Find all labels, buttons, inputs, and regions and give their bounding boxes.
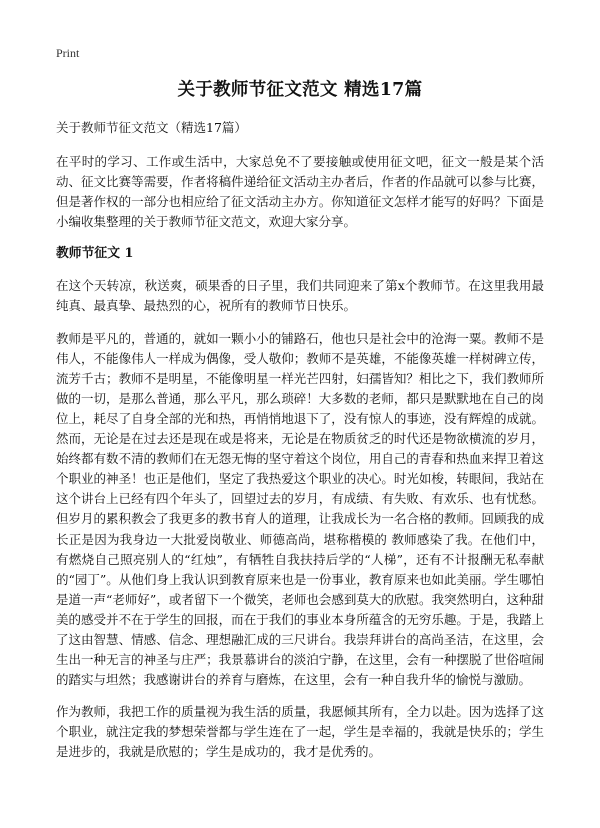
body-paragraph-2: 教师是平凡的，普通的，就如一颗小小的铺路石，他也只是社会中的沧海一粟。教师不是伟人，不能像伟人一样成为偶像，受人敬仰；教师不是英雄，不能像英雄一样树碑立传，流芳千古；教师不是明星，不能像明星一样光芒四射，妇孺皆知？相比之下，我们教师所做的一切，是那么普通，那么平凡，那么琐碎！大多数的老师，都只是默默地在自己的岗位上，耗尽了自身全部的光和热，再悄悄地退下了，没有惊人的事迹，没有辉煌的成就。然而，无论是在过去还是现在或是将来，无论是在物质贫乏的时代还是物欲横流的岁月，始终都有数不清的教师们在无怨无悔的坚守着这个岗位，用自己的青春和热血来捍卫着这个职业的神圣！也正是他们，坚定了我热爱这个职业的决心。时光如梭，转眼间，我站在这个讲台上已经有四个年头了，回望过去的岁月，有成绩、有失败、有欢乐、也有忧愁。但岁月的累积教会了我更多的教书育人的道理，让我成长为一名合格的教师。回顾我的成长正是因为我身边一大批爱岗敬业、师德高尚，堪称楷模的 教师感染了我。在他们中，有燃烧自己照亮别人的“红烛”，有牺牲自我扶持后学的“人梯”，还有不计报酬无私奉献的“园丁”。从他们身上我认识到教育原来也是一份事业，教育原来也如此美丽。学生哪怕是道一声“老师好”，或者留下一个微笑，老师也会感到莫大的欣慰。我突然明白，这种甜美的感受并不在于学生的回报，而在于我们的事业本身所蕴含的无穷乐趣。于是，我踏上了这由智慧、情感、信念、理想融汇成的三尺讲台。我崇拜讲台的高尚圣洁，在这里，会生出一种无言的神圣与庄严；我景慕讲台的淡泊宁静，在这里，会有一种摆脱了世俗喧闹的踏实与坦然；我感谢讲台的养育与磨炼，在这里，会有一种自我升华的愉悦与激励。 bbox=[56, 330, 544, 688]
section-heading: 教师节征文 1 bbox=[56, 246, 134, 262]
body-paragraph-1: 在这个天转凉，秋送爽，硕果香的日子里，我们共同迎来了第x个教师节。在这里我用最纯真、最真挚、最热烈的心，祝所有的教师节日快乐。 bbox=[56, 278, 544, 314]
document-body bbox=[56, 118, 544, 775]
body-paragraph-3: 作为教师，我把工作的质量视为我生活的质量，我愿倾其所有，全力以赴。因为选择了这个职业，就注定我的梦想荣誉都与学生连在了一起，学生是幸福的，我就是快乐的；学生是进步的，我就是欣慰的；学生是成功的，我才是优秀的。 bbox=[56, 704, 544, 760]
print-label: Print bbox=[56, 46, 80, 60]
document-title: 关于教师节征文范文 精选17篇 bbox=[177, 80, 423, 100]
intro-paragraph: 在平时的学习、工作或生活中，大家总免不了要接触或使用征文吧，征文一般是某个活动、征文比赛等需要，作者将稿件递给征文活动主办者后，作者的作品就可以参与比赛，但是著作权的一部分也相应给了征文活动主办方。你知道征文怎样才能写的好吗？下面是小编收集整理的关于教师节征文范文，欢迎大家分享。 bbox=[56, 154, 544, 230]
document-subtitle: 关于教师节征文范文（精选17篇） bbox=[56, 120, 247, 135]
